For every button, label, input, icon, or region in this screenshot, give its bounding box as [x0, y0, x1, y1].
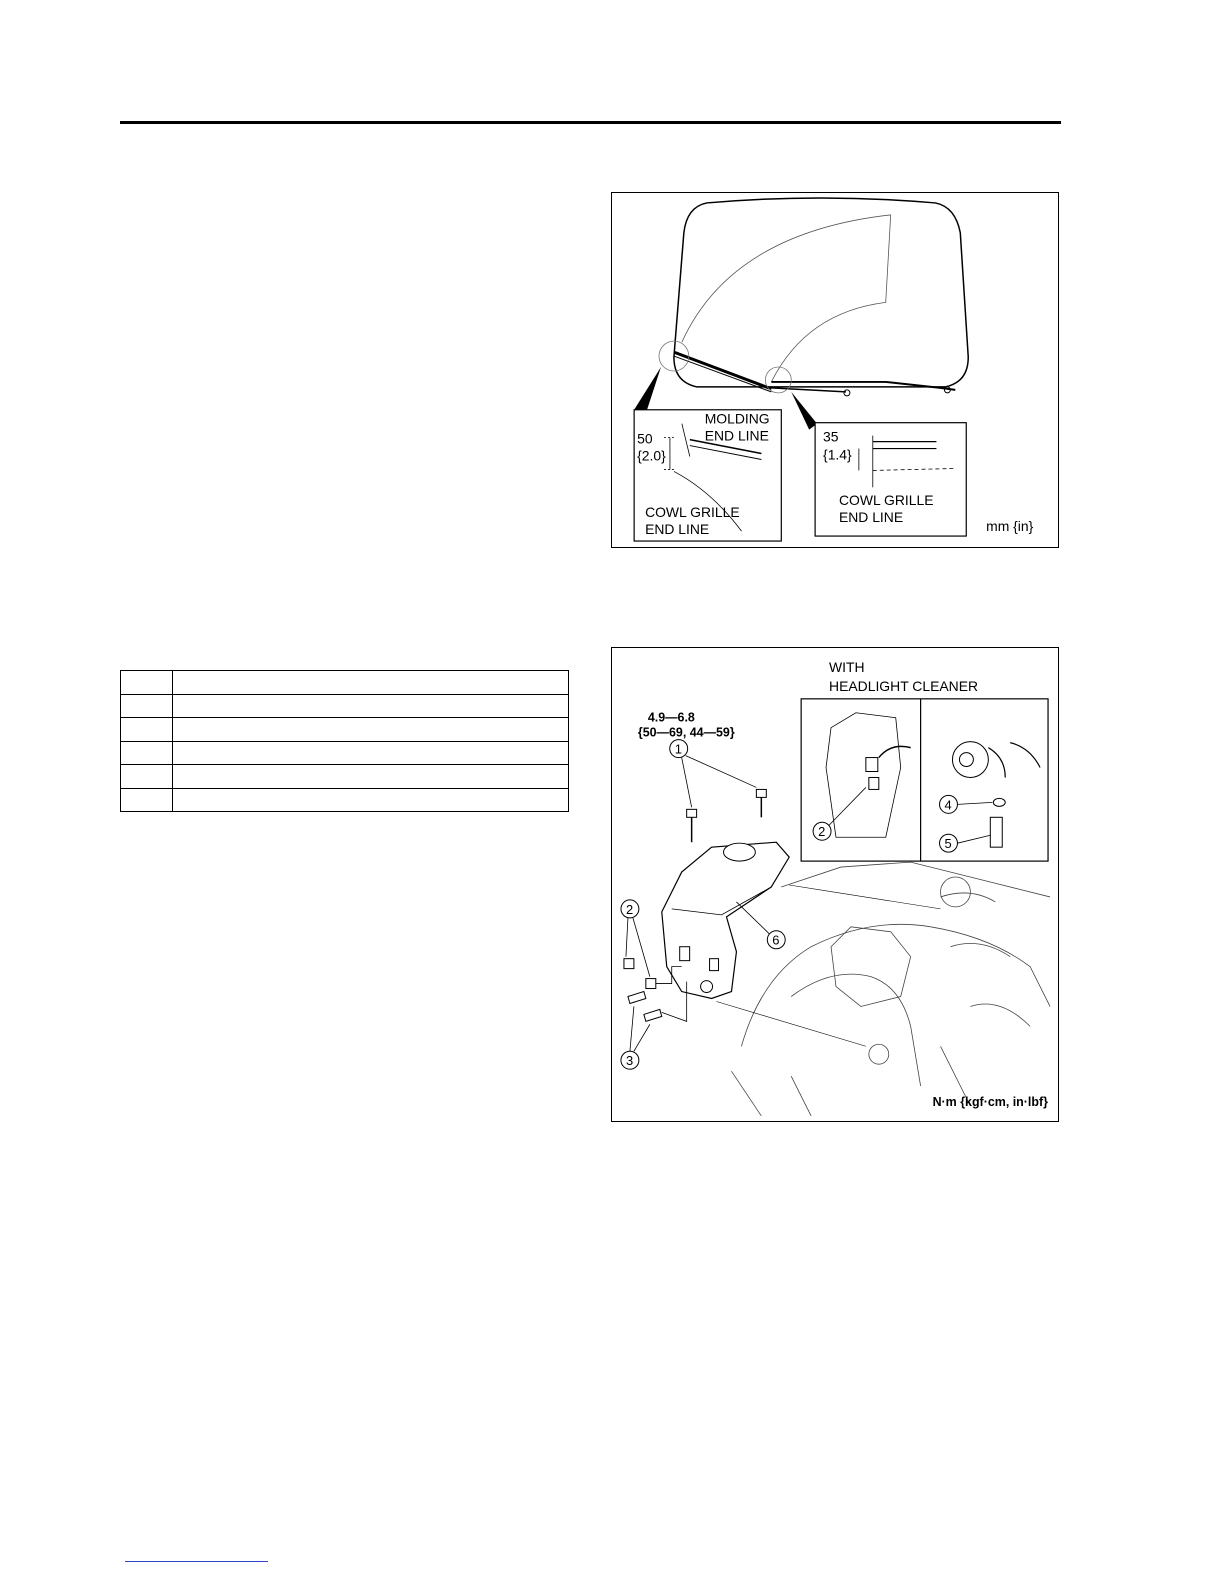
header-rule: [120, 121, 1061, 124]
table-row: [121, 788, 569, 812]
table-cell: [121, 671, 173, 695]
footer-link-underline[interactable]: [125, 1561, 268, 1562]
washer-tank-figure: [611, 647, 1059, 1122]
figure1-unit-note: mm {in}: [986, 518, 1034, 535]
callout-2: 2: [625, 901, 634, 917]
windshield-alignment-figure: [611, 192, 1059, 548]
table-cell: [121, 765, 173, 789]
table-cell: [121, 718, 173, 742]
right-inset-value-mm: 35: [823, 428, 839, 445]
callout-1: 1: [674, 741, 682, 757]
left-inset-value-in: {2.0}: [637, 447, 666, 464]
washer-tank-diagram: [612, 648, 1058, 1121]
table-cell: [173, 765, 569, 789]
parts-table: [120, 670, 569, 812]
torque-spec-line-2: {50—69, 44—59}: [637, 725, 735, 740]
table-row: [121, 765, 569, 789]
inset-title-line-1: WITH: [829, 658, 865, 675]
left-inset-molding-label-2: END LINE: [704, 427, 769, 444]
left-inset-molding-label: MOLDING: [704, 410, 770, 427]
inset-title-line-2: HEADLIGHT CLEANER: [829, 677, 979, 694]
figure2-unit-note: N·m {kgf·cm, in·lbf}: [932, 1095, 1048, 1110]
callout-2-inset: 2: [818, 824, 826, 840]
table-cell: [173, 788, 569, 812]
table-cell: [121, 788, 173, 812]
torque-spec-line-1: 4.9—6.8: [647, 710, 695, 725]
table-cell: [121, 741, 173, 765]
windshield-diagram: [612, 193, 1058, 547]
table-row: [121, 694, 569, 718]
table-cell: [173, 671, 569, 695]
table-cell: [173, 741, 569, 765]
table-cell: [173, 718, 569, 742]
right-inset-cowl-label-2: END LINE: [838, 509, 904, 526]
left-inset-cowl-label-2: END LINE: [645, 521, 710, 538]
callout-3: 3: [625, 1053, 634, 1069]
right-inset-cowl-label: COWL GRILLE: [838, 492, 934, 509]
table-row: [121, 741, 569, 765]
table-row: [121, 718, 569, 742]
left-inset-value-mm: 50: [637, 430, 653, 447]
right-inset-value-in: {1.4}: [823, 446, 852, 463]
callout-4: 4: [944, 797, 952, 813]
table-cell: [121, 694, 173, 718]
callout-6: 6: [772, 932, 780, 948]
table-cell: [173, 694, 569, 718]
table-row: [121, 671, 569, 695]
callout-5: 5: [944, 836, 952, 852]
left-inset-cowl-label: COWL GRILLE: [645, 504, 740, 521]
